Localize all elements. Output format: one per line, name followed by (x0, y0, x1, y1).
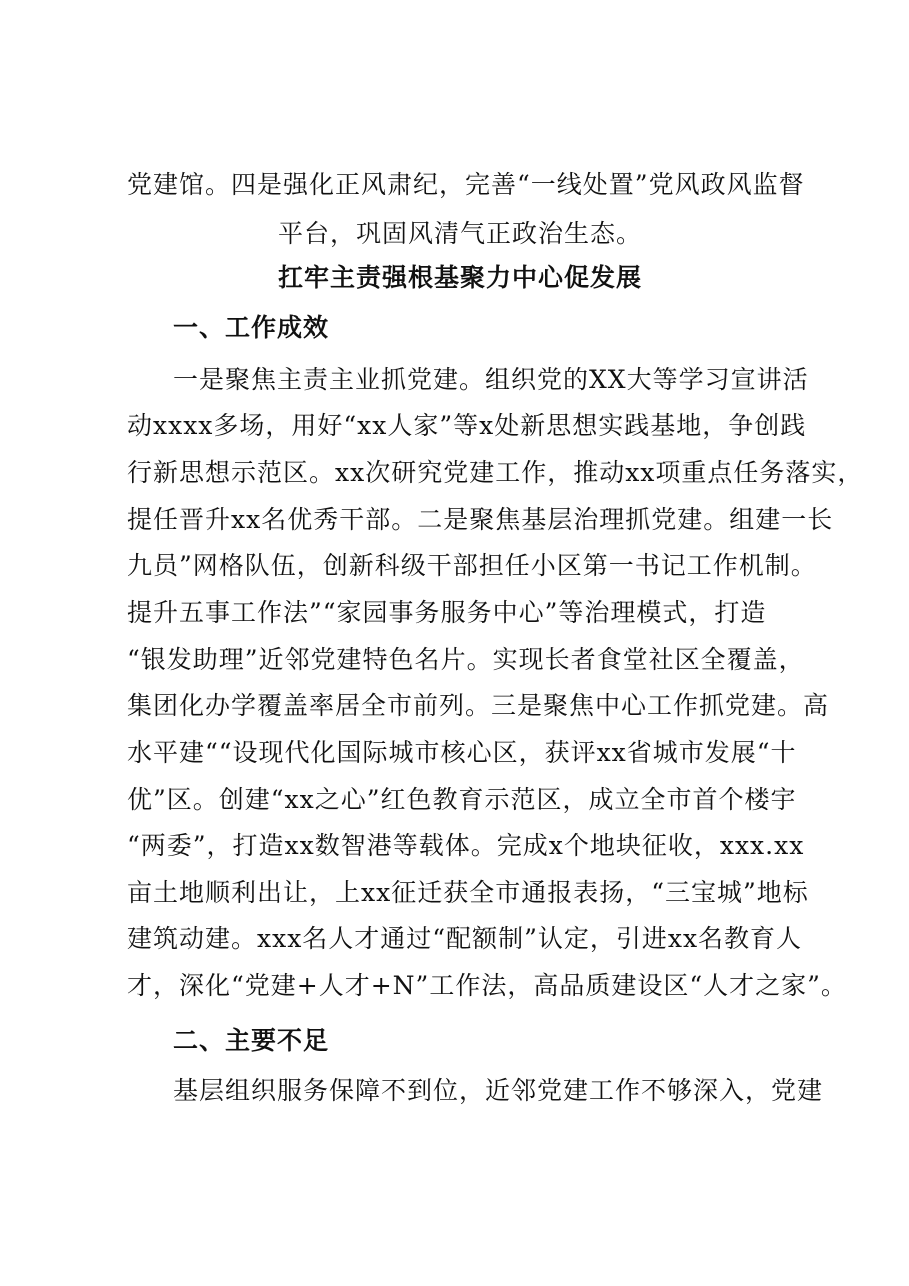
paragraph-line: 一是聚焦主责主业抓党建。组织党的XX大等学习宣讲活 (173, 365, 809, 394)
document-title: 扛牢主责强根基聚力中心促发展 (277, 263, 642, 292)
paragraph-line: 平台，巩固风清气正政治生态。 (277, 219, 642, 248)
paragraph-line: 党建馆。四是强化正风肃纪，完善“一线处置”党风政风监督 (127, 170, 805, 199)
paragraph-line: 行新思想示范区。xx次研究党建工作，推动xx项重点任务落实， (127, 458, 864, 487)
paragraph-line: 动xxxx多场，用好“xx人家”等x处新思想实践基地，争创践 (127, 411, 807, 440)
paragraph-line: 亩土地顺利出让，上xx征迁获全市通报表扬，“三宝城”地标 (127, 878, 809, 907)
paragraph-line: 基层组织服务保障不到位，近邻党建工作不够深入，党建 (173, 1076, 824, 1105)
paragraph-line: 才，深化“党建+人才+N”工作法，高品质建设区“人才之家”。 (127, 971, 847, 1000)
paragraph-line: 集团化办学覆盖率居全市前列。三是聚焦中心工作抓党建。高 (127, 691, 830, 720)
section-heading-achievements: 一、工作成效 (173, 313, 330, 342)
paragraph-line: 优”区。创建“xx之心”红色教育示范区，成立全市首个楼宇 (127, 785, 797, 814)
paragraph-line: 提任晋升xx名优秀干部。二是聚焦基层治理抓党建。组建一长 (127, 505, 834, 534)
paragraph-line: “银发助理”近邻党建特色名片。实现长者食堂社区全覆盖， (127, 645, 805, 674)
paragraph-line: 建筑动建。xxx名人才通过“配额制”认定，引进xx名教育人 (127, 924, 803, 953)
paragraph-line: 九员”网格队伍，创新科级干部担任小区第一书记工作机制。 (127, 551, 817, 580)
paragraph-line: 水平建““设现代化国际城市核心区，获评xx省城市发展“十 (127, 738, 797, 767)
paragraph-line: “两委”，打造xx数智港等载体。完成x个地块征收，xxx.xx (127, 831, 805, 860)
paragraph-line: 提升五事工作法”“家园事务服务中心”等治理模式，打造 (127, 598, 767, 627)
section-heading-shortcomings: 二、主要不足 (173, 1026, 330, 1055)
